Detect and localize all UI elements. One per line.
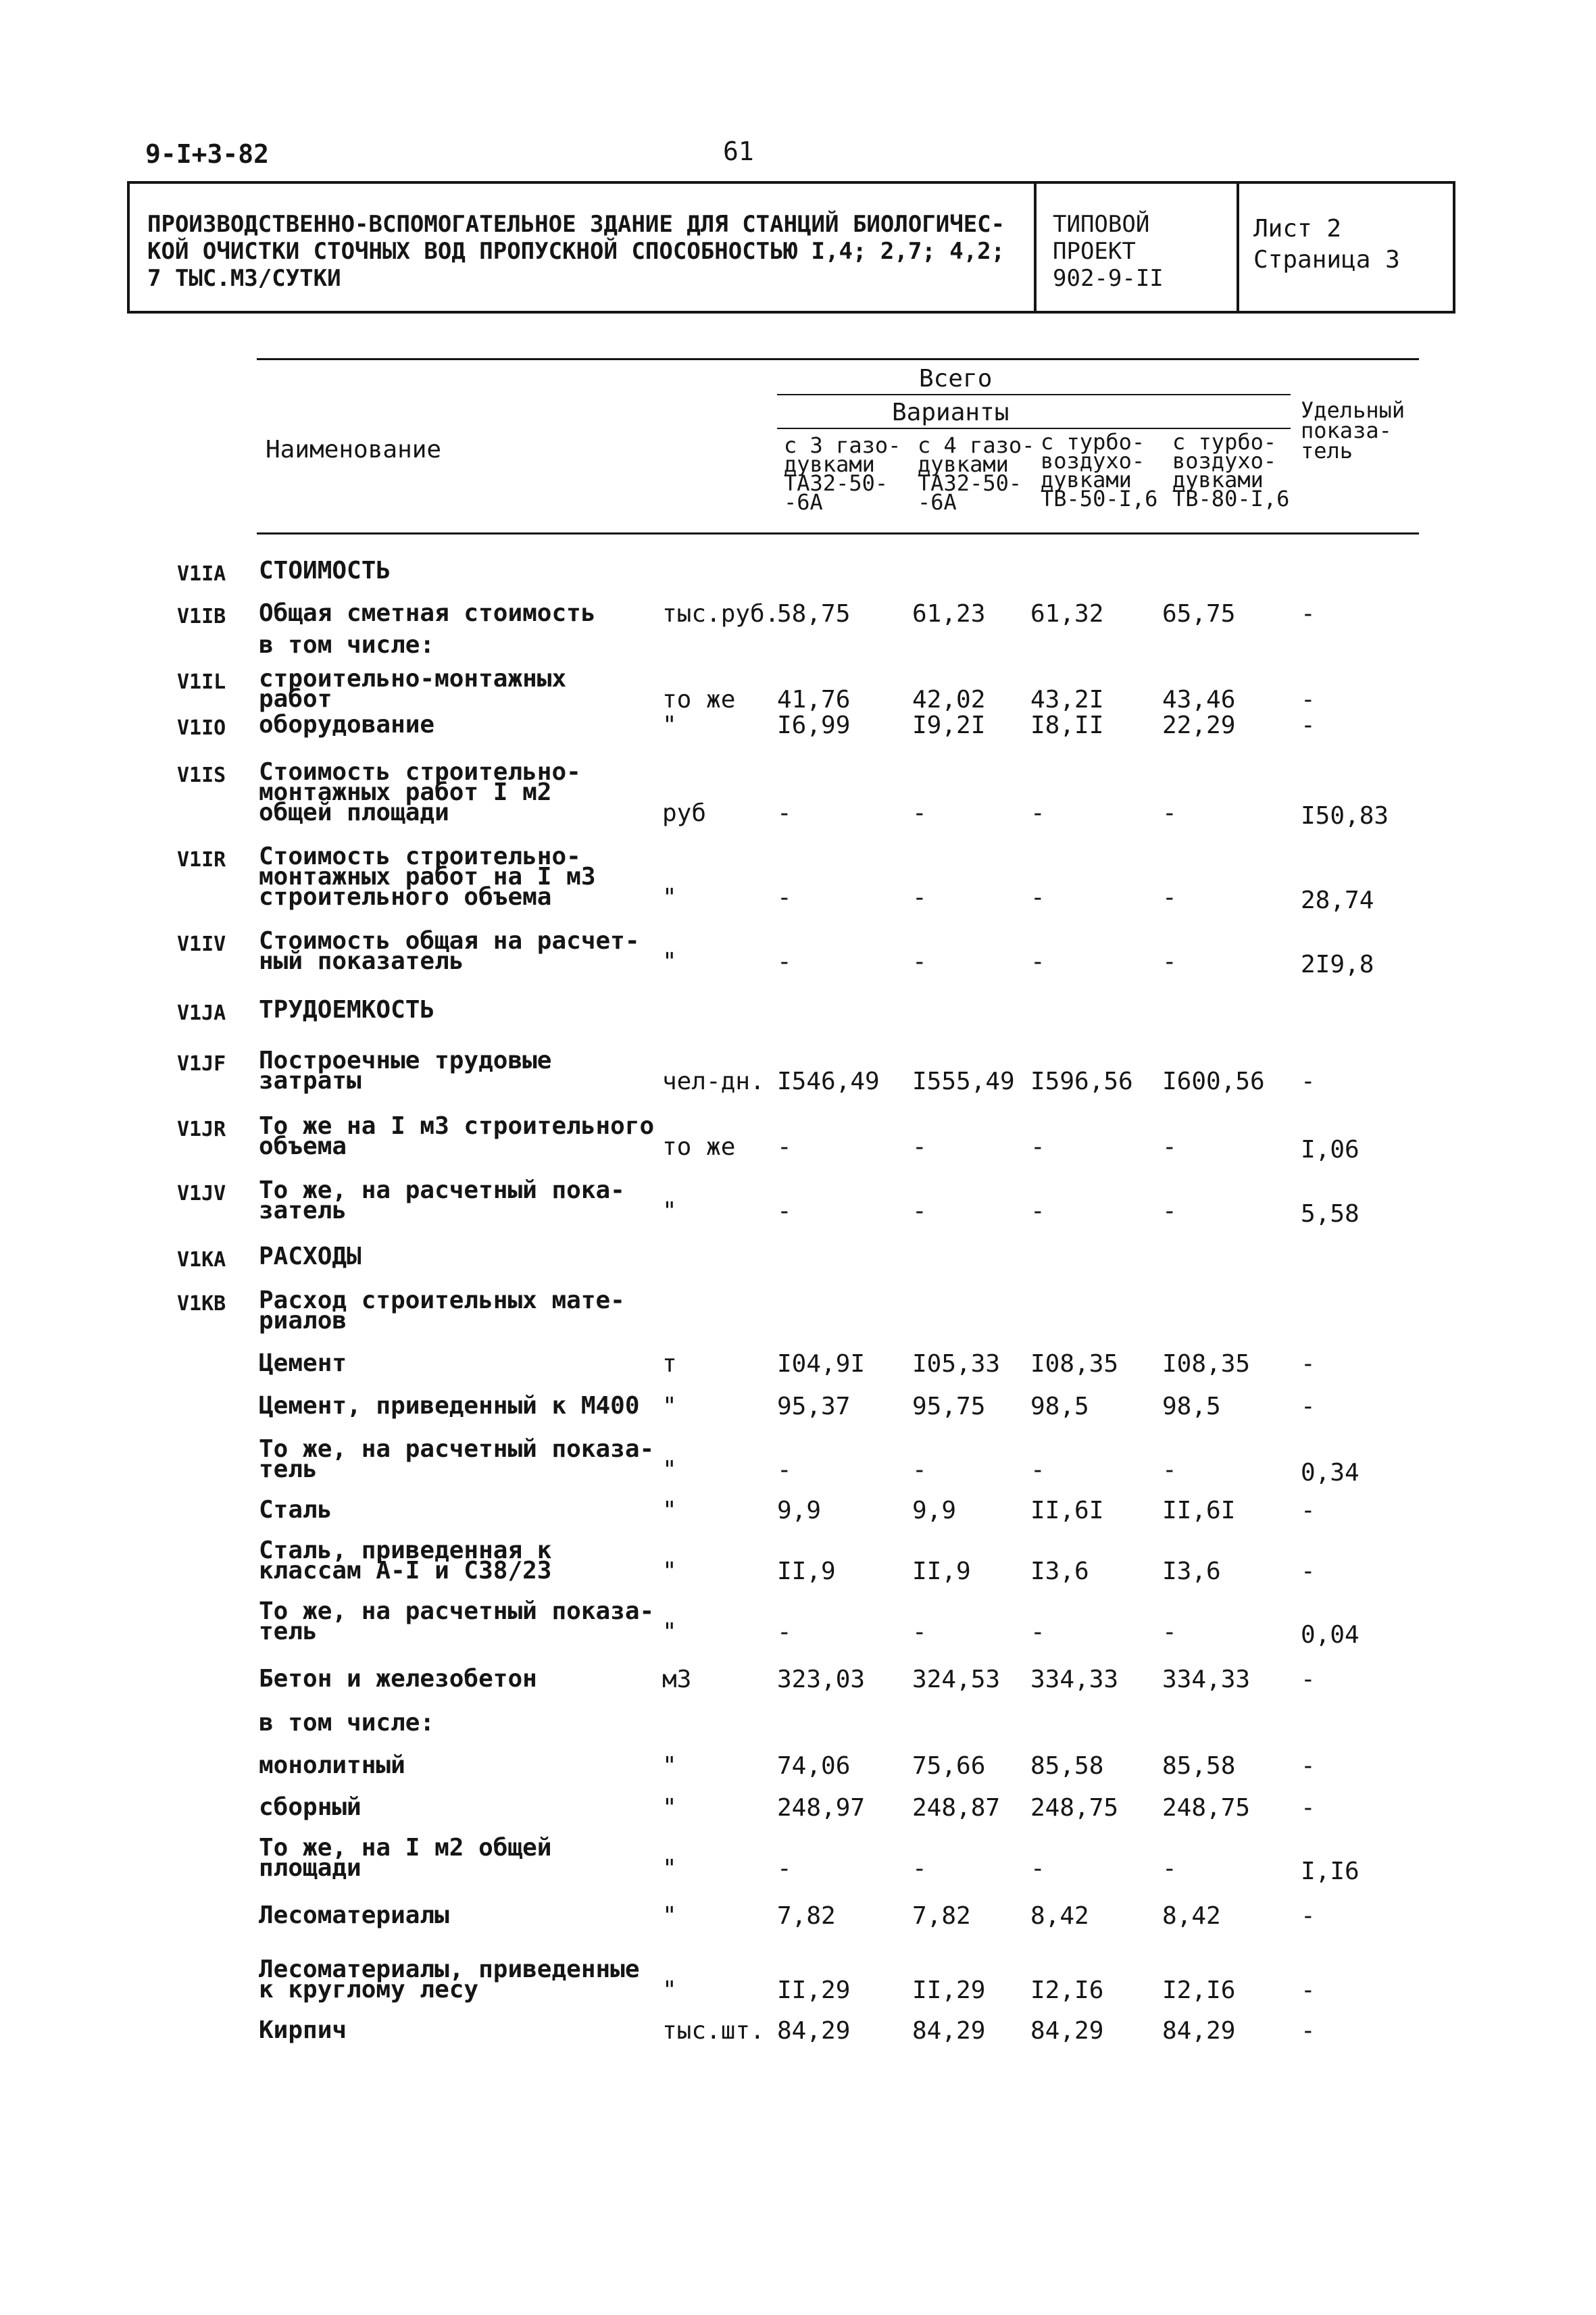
row-code: V1JA: [177, 1001, 226, 1025]
row-name: То же, на расчетный показа- тель: [259, 1435, 655, 1483]
title-block-divider: [1237, 181, 1239, 311]
variant-2-value: 9,9: [912, 1497, 957, 1524]
variant-2-value: II,29: [912, 1976, 986, 2004]
row-name: Стоимость строительно- монтажных работ на I м3 строительного объема: [259, 843, 596, 911]
variant-3-value: 98,5: [1030, 1393, 1089, 1420]
variant-1-value: -: [777, 1855, 792, 1883]
variant-2-value: -: [912, 1456, 927, 1484]
variant-4-value: I600,56: [1162, 1068, 1265, 1095]
specific-indicator-value: -: [1301, 2017, 1316, 2045]
row-unit: тыс.руб.: [662, 600, 780, 628]
variants-header: Варианты: [892, 399, 1009, 426]
row-name: Лесоматериалы: [259, 1901, 449, 1929]
variant-3-value: -: [1030, 1618, 1045, 1646]
variant-1-value: 323,03: [777, 1666, 866, 1693]
row-unit: ": [662, 1902, 677, 1930]
row-name: Стоимость строительно- монтажных работ I м2 общей площади: [259, 758, 581, 826]
variant-1-value: 41,76: [777, 686, 851, 714]
row-name: в том числе:: [259, 1709, 435, 1737]
variant-4-value: 8,42: [1162, 1902, 1221, 1930]
variant-4-value: -: [1162, 1456, 1177, 1484]
variant-4-value: 84,29: [1162, 2017, 1236, 2045]
variant-2-value: -: [912, 1618, 927, 1646]
variant-3-value: 85,58: [1030, 1752, 1104, 1780]
variant-1-header: с 3 газо- дувками ТА32-50- -6А: [784, 432, 901, 515]
variant-1-value: 84,29: [777, 2017, 851, 2045]
title-block-divider: [1034, 181, 1037, 311]
specific-indicator-value: -: [1301, 600, 1316, 628]
row-name: То же, на расчетный пока- затель: [259, 1176, 625, 1224]
row-code: V1JR: [177, 1118, 226, 1141]
specific-indicator-header: Удельный показа- тель: [1301, 397, 1405, 464]
total-underline: [777, 394, 1291, 395]
row-unit: то же: [662, 686, 736, 714]
row-unit: то же: [662, 1133, 736, 1161]
specific-indicator-value: -: [1301, 1393, 1316, 1420]
variant-3-value: -: [1030, 799, 1045, 827]
row-code: V1IS: [177, 764, 226, 787]
row-unit: ": [662, 1456, 677, 1484]
variant-4-header: с турбо- воздухо- дувками ТВ-80-I,6: [1172, 429, 1290, 512]
variant-3-value: 248,75: [1030, 1794, 1119, 1822]
variant-4-value: 65,75: [1162, 600, 1236, 628]
specific-indicator-value: 28,74: [1301, 887, 1374, 914]
variant-2-value: 75,66: [912, 1752, 986, 1780]
variant-3-value: -: [1030, 884, 1045, 912]
variant-2-value: -: [912, 884, 927, 912]
variant-4-value: 334,33: [1162, 1666, 1251, 1693]
row-code: V1IB: [177, 605, 226, 628]
row-name: Цемент: [259, 1349, 347, 1377]
variant-1-value: 58,75: [777, 600, 851, 628]
specific-indicator-value: 5,58: [1301, 1200, 1360, 1228]
row-code: V1IA: [177, 562, 226, 586]
variant-2-value: 7,82: [912, 1902, 971, 1930]
total-header: Всего: [919, 365, 993, 393]
specific-indicator-value: -: [1301, 712, 1316, 739]
specific-indicator-value: 0,04: [1301, 1621, 1360, 1649]
variant-4-value: -: [1162, 1855, 1177, 1883]
specific-indicator-value: -: [1301, 1350, 1316, 1378]
variant-3-value: I596,56: [1030, 1068, 1133, 1095]
row-name: монолитный: [259, 1751, 405, 1779]
variant-1-value: 248,97: [777, 1794, 866, 1822]
variant-1-value: I04,9I: [777, 1350, 866, 1378]
specific-indicator-value: -: [1301, 1976, 1316, 2004]
variant-2-value: 248,87: [912, 1794, 1001, 1822]
row-unit: ": [662, 1558, 677, 1585]
variant-3-value: I2,I6: [1030, 1976, 1104, 2004]
specific-indicator-value: -: [1301, 1497, 1316, 1524]
variant-2-value: -: [912, 948, 927, 976]
variant-3-value: 43,2I: [1030, 686, 1104, 714]
variant-3-header: с турбо- воздухо- дувками ТВ-50-I,6: [1041, 429, 1158, 512]
name-header: Наименование: [266, 436, 442, 464]
row-unit: ": [662, 1197, 677, 1225]
variant-4-value: 98,5: [1162, 1393, 1221, 1420]
variant-2-header: с 4 газо- дувками ТА32-50- -6А: [918, 432, 1035, 515]
variant-1-value: 74,06: [777, 1752, 851, 1780]
variant-2-value: 61,23: [912, 600, 986, 628]
variant-3-value: -: [1030, 1197, 1045, 1225]
row-code: V1KB: [177, 1292, 226, 1316]
variant-2-value: I9,2I: [912, 712, 986, 739]
document-code: 9-I+3-82: [145, 139, 270, 169]
variant-2-value: 324,53: [912, 1666, 1001, 1693]
specific-indicator-value: -: [1301, 1558, 1316, 1585]
specific-indicator-value: -: [1301, 1794, 1316, 1822]
variant-2-value: -: [912, 1197, 927, 1225]
row-unit: ": [662, 1618, 677, 1646]
row-code: V1IR: [177, 848, 226, 872]
variant-1-value: 7,82: [777, 1902, 836, 1930]
variant-3-value: 84,29: [1030, 2017, 1104, 2045]
specific-indicator-value: -: [1301, 686, 1316, 714]
variant-1-value: -: [777, 1618, 792, 1646]
row-name: То же, на I м2 общей площади: [259, 1834, 552, 1882]
variant-3-value: -: [1030, 1855, 1045, 1883]
variant-3-value: 61,32: [1030, 600, 1104, 628]
row-unit: ": [662, 884, 677, 912]
variant-1-value: 9,9: [777, 1497, 822, 1524]
variant-4-value: 85,58: [1162, 1752, 1236, 1780]
specific-indicator-value: -: [1301, 1068, 1316, 1095]
row-unit: т: [662, 1350, 677, 1378]
row-name: Кирпич: [259, 2016, 347, 2044]
variant-1-value: II,9: [777, 1558, 836, 1585]
variant-4-value: 43,46: [1162, 686, 1236, 714]
row-name: Бетон и железобетон: [259, 1665, 537, 1693]
row-name: Сталь: [259, 1496, 332, 1524]
variant-1-value: I546,49: [777, 1068, 880, 1095]
row-unit: ": [662, 712, 677, 739]
row-name: Расход строительных мате- риалов: [259, 1287, 625, 1335]
variant-4-value: I2,I6: [1162, 1976, 1236, 2004]
row-unit: тыс.шт.: [662, 2017, 765, 2045]
row-code: V1IO: [177, 716, 226, 740]
variant-1-value: I6,99: [777, 712, 851, 739]
variant-2-value: -: [912, 1133, 927, 1161]
variant-1-value: 95,37: [777, 1393, 851, 1420]
row-name: Построечные трудовые затраты: [259, 1047, 552, 1095]
variant-3-value: -: [1030, 1456, 1045, 1484]
variant-3-value: -: [1030, 1133, 1045, 1161]
variant-4-value: -: [1162, 948, 1177, 976]
specific-indicator-value: 0,34: [1301, 1459, 1360, 1487]
specific-indicator-value: -: [1301, 1902, 1316, 1930]
row-unit: ": [662, 948, 677, 976]
row-unit: руб: [662, 799, 707, 827]
sheet-label: Лист 2 Страница 3: [1253, 215, 1400, 274]
variant-1-value: -: [777, 884, 792, 912]
variant-1-value: II,29: [777, 1976, 851, 2004]
row-name: То же на I м3 строительного объема: [259, 1112, 655, 1160]
row-code: V1IL: [177, 670, 226, 694]
row-name: Цемент, приведенный к М400: [259, 1392, 640, 1420]
variant-1-value: -: [777, 1456, 792, 1484]
variant-2-value: -: [912, 799, 927, 827]
table-header-rule: [257, 532, 1419, 534]
row-name: строительно-монтажных работ: [259, 665, 567, 713]
variant-3-value: I8,II: [1030, 712, 1104, 739]
row-unit: м3: [662, 1666, 692, 1693]
variant-4-value: -: [1162, 1197, 1177, 1225]
variant-3-value: I3,6: [1030, 1558, 1089, 1585]
specific-indicator-value: 2I9,8: [1301, 951, 1374, 978]
row-code: V1KA: [177, 1248, 226, 1272]
row-name: То же, на расчетный показа- тель: [259, 1597, 655, 1645]
row-unit: ": [662, 1393, 677, 1420]
row-unit: чел-дн.: [662, 1068, 765, 1095]
row-unit: ": [662, 1752, 677, 1780]
variant-2-value: 95,75: [912, 1393, 986, 1420]
page-number: 61: [723, 136, 754, 166]
section-heading: РАСХОДЫ: [259, 1243, 361, 1270]
variant-4-value: I3,6: [1162, 1558, 1221, 1585]
variant-2-value: -: [912, 1855, 927, 1883]
row-code: V1JV: [177, 1182, 226, 1205]
row-name: Лесоматериалы, приведенные к круглому лесу: [259, 1956, 640, 2003]
variant-2-value: I555,49: [912, 1068, 1015, 1095]
row-name: в том числе:: [259, 631, 435, 659]
table-top-rule: [257, 358, 1419, 360]
variant-2-value: II,9: [912, 1558, 971, 1585]
specific-indicator-value: I,I6: [1301, 1858, 1360, 1885]
specific-indicator-value: I,06: [1301, 1136, 1360, 1164]
document-title: ПРОИЗВОДСТВЕННО-ВСПОМОГАТЕЛЬНОЕ ЗДАНИЕ ДЛЯ СТАНЦИЙ БИОЛОГИЧЕС- КОЙ ОЧИСТКИ СТОЧНЫХ ВОД ПРОПУСКНОЙ СПОСОБНОСТЬЮ I,4; 2,7; 4,2; 7 ТЫС.М3/СУТКИ: [147, 211, 1005, 292]
specific-indicator-value: I50,83: [1301, 802, 1389, 830]
variant-2-value: I05,33: [912, 1350, 1001, 1378]
variant-1-value: -: [777, 1197, 792, 1225]
project-label: ТИПОВОЙ ПРОЕКТ 902-9-II: [1053, 211, 1164, 292]
row-unit: ": [662, 1855, 677, 1883]
variant-4-value: -: [1162, 1133, 1177, 1161]
variant-1-value: -: [777, 799, 792, 827]
row-name: Стоимость общая на расчет- ный показатель: [259, 927, 640, 975]
variant-3-value: 334,33: [1030, 1666, 1119, 1693]
variant-4-value: -: [1162, 884, 1177, 912]
variant-2-value: 42,02: [912, 686, 986, 714]
variant-2-value: 84,29: [912, 2017, 986, 2045]
variant-4-value: II,6I: [1162, 1497, 1236, 1524]
section-heading: ТРУДОЕМКОСТЬ: [259, 996, 435, 1024]
row-name: Сталь, приведенная к классам А-I и С38/23: [259, 1537, 552, 1585]
section-heading: СТОИМОСТЬ: [259, 557, 391, 584]
specific-indicator-value: -: [1301, 1666, 1316, 1693]
row-name: Общая сметная стоимость: [259, 599, 596, 627]
variant-1-value: -: [777, 948, 792, 976]
variant-4-value: -: [1162, 1618, 1177, 1646]
row-name: оборудование: [259, 711, 435, 739]
variant-3-value: -: [1030, 948, 1045, 976]
row-name: сборный: [259, 1793, 361, 1821]
variant-3-value: I08,35: [1030, 1350, 1119, 1378]
variant-4-value: 22,29: [1162, 712, 1236, 739]
row-code: V1IV: [177, 932, 226, 956]
row-unit: ": [662, 1794, 677, 1822]
row-code: V1JF: [177, 1052, 226, 1076]
variant-4-value: 248,75: [1162, 1794, 1251, 1822]
row-unit: ": [662, 1976, 677, 2004]
specific-indicator-value: -: [1301, 1752, 1316, 1780]
variant-4-value: I08,35: [1162, 1350, 1251, 1378]
variant-3-value: 8,42: [1030, 1902, 1089, 1930]
variant-3-value: II,6I: [1030, 1497, 1104, 1524]
variant-1-value: -: [777, 1133, 792, 1161]
variant-4-value: -: [1162, 799, 1177, 827]
row-unit: ": [662, 1497, 677, 1524]
